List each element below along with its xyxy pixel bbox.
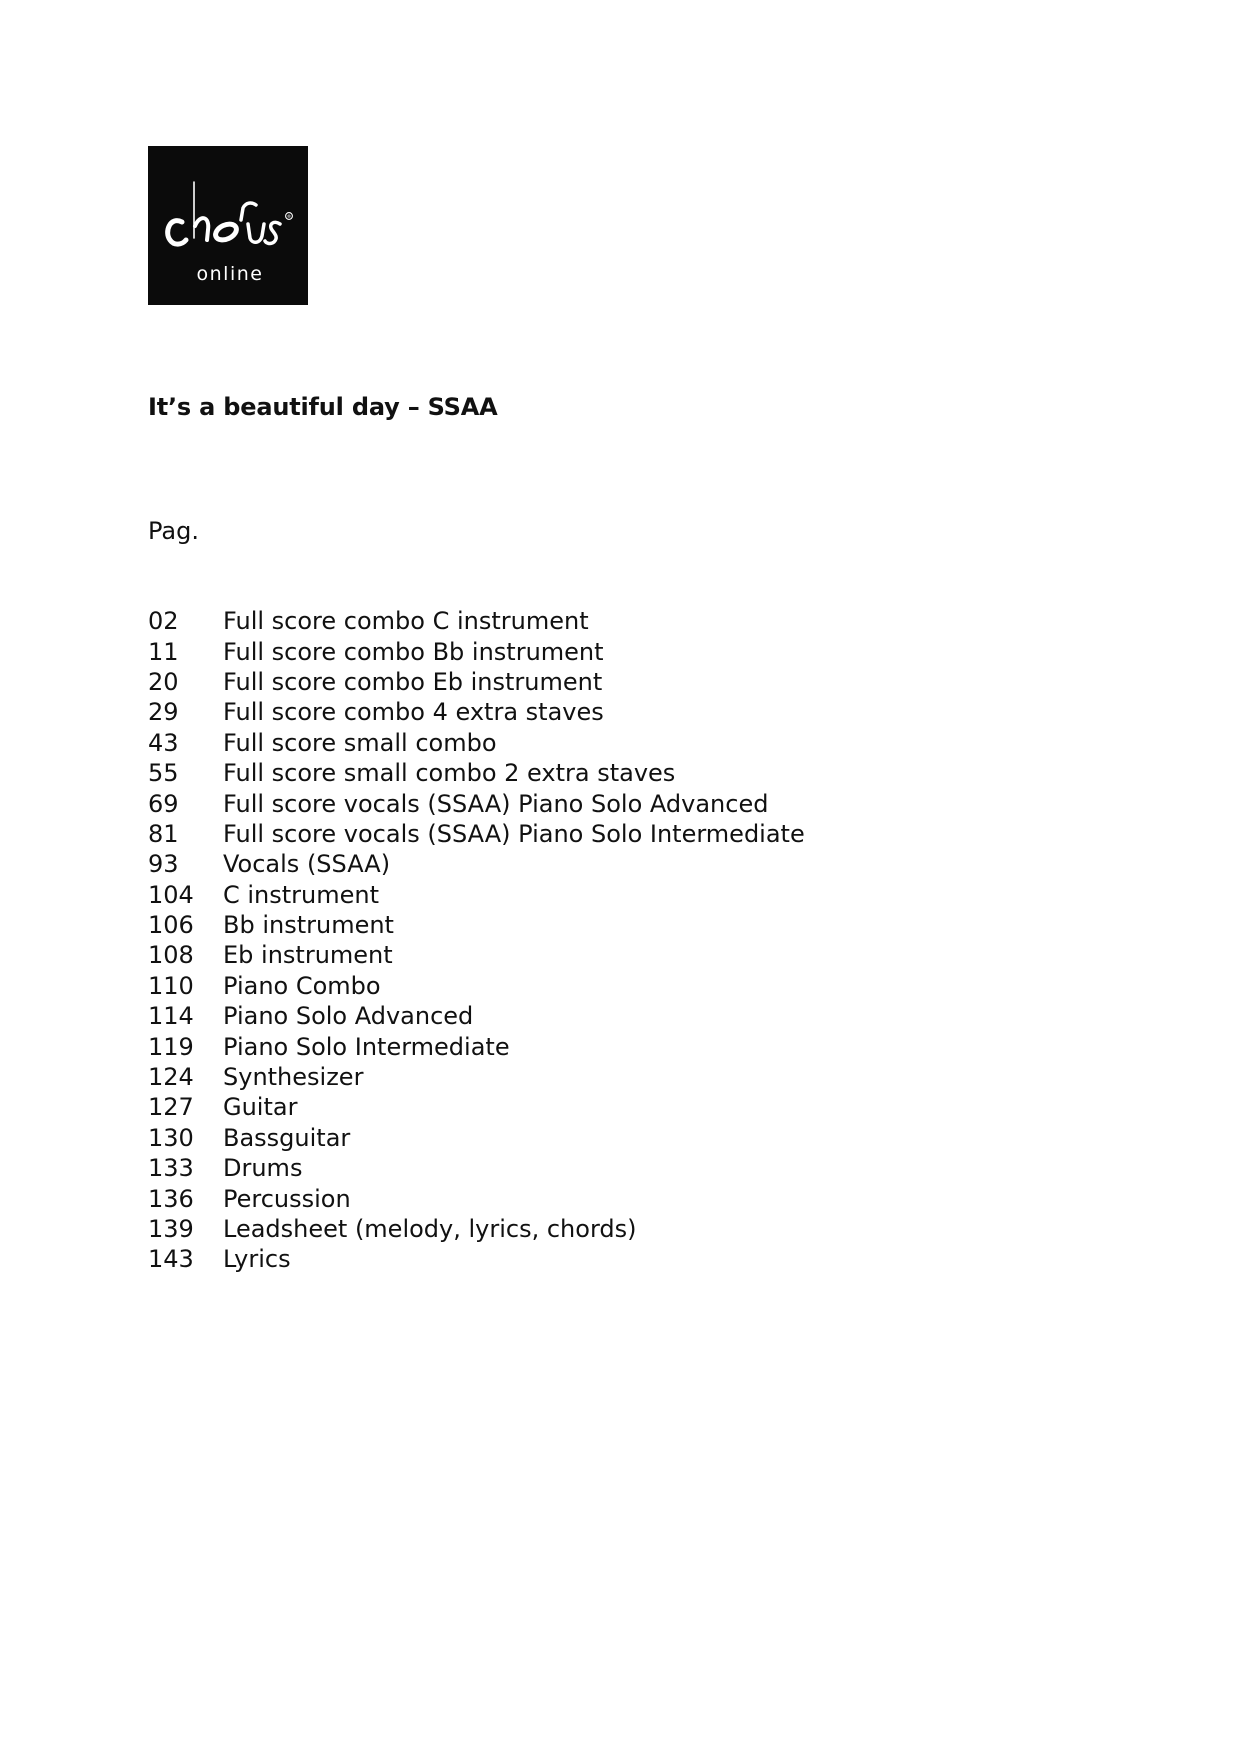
toc-row: [148, 758, 1048, 788]
toc-page-number: 110: [148, 971, 194, 1000]
toc-entry-title: Full score vocals (SSAA) Piano Solo Advanced: [223, 789, 769, 818]
document-title: It’s a beautiful day – SSAA: [148, 393, 498, 421]
toc-row: [148, 636, 1048, 666]
toc-entry-title: Guitar: [223, 1093, 298, 1122]
toc-page-number: 43: [148, 728, 179, 757]
toc-entry-title: Full score combo 4 extra staves: [223, 698, 604, 727]
toc-page-number: 104: [148, 880, 194, 909]
toc-row: [148, 1214, 1048, 1244]
toc-row: [148, 940, 1048, 970]
toc-entry-title: Full score small combo: [223, 728, 497, 757]
toc-row: [148, 667, 1048, 697]
toc-page-number: 93: [148, 850, 179, 879]
toc-entry-title: Full score small combo 2 extra staves: [223, 759, 676, 788]
toc-row: [148, 1123, 1048, 1153]
toc-page-number: 106: [148, 911, 194, 940]
toc-row: [148, 788, 1048, 818]
toc-entry-title: Piano Solo Intermediate: [223, 1032, 510, 1061]
toc-entry-title: Percussion: [223, 1184, 351, 1213]
toc-entry-title: Piano Combo: [223, 971, 381, 1000]
toc-row: [148, 971, 1048, 1001]
toc-row: [148, 1244, 1048, 1274]
toc-entry-title: Full score combo Eb instrument: [223, 667, 603, 696]
toc-page-number: 143: [148, 1245, 194, 1274]
toc-entry-title: Eb instrument: [223, 941, 393, 970]
toc-page-number: 20: [148, 667, 179, 696]
toc-entry-title: Full score vocals (SSAA) Piano Solo Intermediate: [223, 819, 805, 848]
toc-entry-title: Full score combo C instrument: [223, 607, 589, 636]
toc-page-number: 114: [148, 1002, 194, 1031]
toc-page-number: 108: [148, 941, 194, 970]
toc-row: [148, 1153, 1048, 1183]
toc-entry-title: C instrument: [223, 880, 380, 909]
toc-entry-title: Leadsheet (melody, lyrics, chords): [223, 1215, 637, 1243]
toc-row: [148, 1092, 1048, 1122]
toc-row: [148, 606, 1048, 636]
toc-entry-title: Bb instrument: [223, 911, 394, 940]
toc-page-number: 139: [148, 1215, 194, 1243]
toc-row: [148, 1183, 1048, 1213]
toc-page-number: 133: [148, 1154, 194, 1183]
toc-page-number: 124: [148, 1063, 194, 1092]
toc-row: [148, 728, 1048, 758]
toc-entry-title: Lyrics: [223, 1245, 291, 1274]
chorus-online-logo: [148, 146, 308, 305]
toc-page-number: 119: [148, 1032, 194, 1061]
toc-row: [148, 880, 1048, 910]
toc-row: [148, 910, 1048, 940]
toc-entry-title: Bassguitar: [223, 1123, 351, 1152]
toc-row: [148, 697, 1048, 727]
toc-entry-title: Synthesizer: [223, 1063, 364, 1092]
toc-page-number: 130: [148, 1123, 194, 1152]
toc-page-number: 55: [148, 759, 179, 788]
toc-entry-title: Vocals (SSAA): [223, 850, 391, 879]
toc-page-number: 02: [148, 607, 179, 636]
toc-row: [148, 819, 1048, 849]
toc-page-number: 69: [148, 789, 179, 818]
toc-page-number: 11: [148, 637, 179, 666]
table-of-contents: [148, 606, 1048, 1275]
toc-page-number: 136: [148, 1184, 194, 1213]
toc-page-number: 127: [148, 1093, 194, 1122]
toc-row: [148, 849, 1048, 879]
toc-entry-title: Drums: [223, 1154, 303, 1183]
toc-row: [148, 1031, 1048, 1061]
toc-page-number: 29: [148, 698, 179, 727]
page-column-label: Pag.: [148, 517, 199, 545]
logo-graphic: [148, 146, 308, 305]
toc-entry-title: Piano Solo Advanced: [223, 1002, 474, 1031]
toc-page-number: 81: [148, 819, 179, 848]
logo-subtext: online: [196, 263, 264, 285]
registered-mark: ®: [286, 215, 292, 220]
toc-entry-title: Full score combo Bb instrument: [223, 637, 604, 666]
toc-row: [148, 1062, 1048, 1092]
toc-row: [148, 1001, 1048, 1031]
